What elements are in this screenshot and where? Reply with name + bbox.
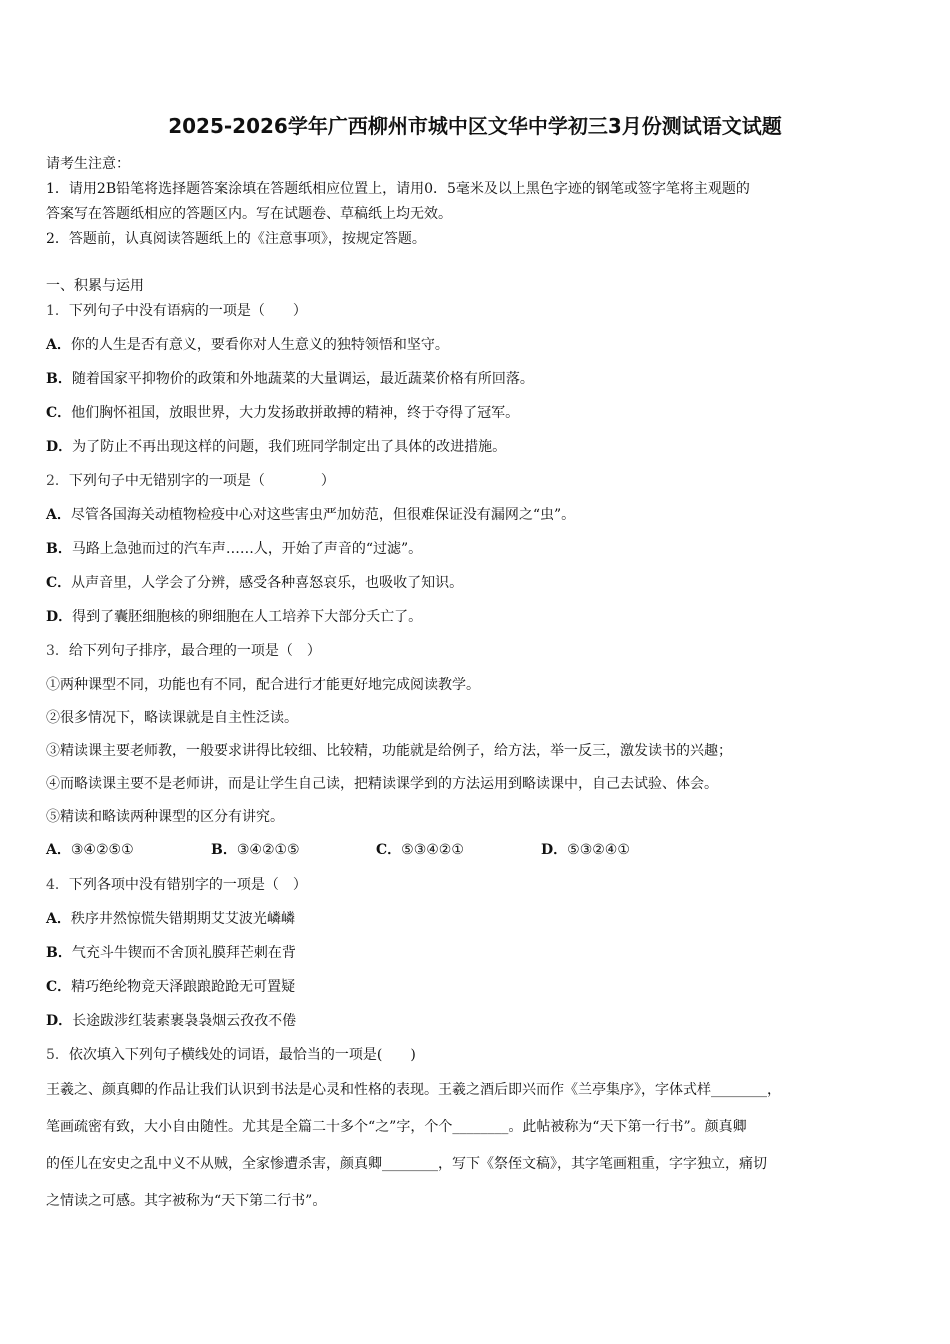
notice-item-1-line-2: 答案写在答题纸相应的答题区内。写在试题卷、草稿纸上均无效。 [46, 206, 452, 222]
option-label: A． [46, 911, 71, 927]
q3-sentence-2: ②很多情况下，略读课就是自主性泛读。 [46, 710, 298, 726]
option-text: 精巧绝纶物竞天泽踉踉跄跄无可置疑 [71, 979, 296, 995]
option-text: 你的人生是否有意义，要看你对人生意义的独特领悟和坚守。 [70, 337, 449, 353]
option-label: C． [46, 979, 72, 995]
question-4-stem [46, 875, 307, 895]
question-text: 给下列句子排序，最合理的一项是（ ） [68, 643, 321, 659]
question-text: 依次填入下列句子横线处的词语，最恰当的一项是( ) [68, 1047, 416, 1063]
q4-option-a [46, 909, 295, 929]
q3-sentence-3: ③精读课主要老师教，一般要求讲得比较细、比较精，功能就是给例子，给方法，举一反三，激发读书的兴趣； [46, 743, 732, 759]
question-number: 4． [46, 877, 69, 893]
q3-option-b [211, 840, 376, 860]
question-number: 1． [46, 303, 69, 319]
option-text: 随着国家平抑物价的政策和外地蔬菜的大量调运，最近蔬菜价格有所回落。 [71, 371, 534, 387]
page-title: 2025-2026学年广西柳州市城中区文华中学初三3月份测试语文试题 [168, 114, 782, 138]
option-text: 他们胸怀祖国，放眼世界，大力发扬敢拼敢搏的精神，终于夺得了冠军。 [71, 405, 520, 421]
notice-heading: 请考生注意： [46, 156, 130, 172]
q1-option-b [46, 369, 534, 389]
q4-option-c [46, 977, 295, 997]
q2-option-c [46, 573, 463, 593]
option-label: A． [46, 337, 71, 353]
option-text: 秩序井然惊慌失错期期艾艾波光嶙嶙 [70, 911, 295, 927]
question-text: 下列句子中没有语病的一项是（ ） [68, 303, 307, 319]
q3-option-a [46, 840, 211, 860]
question-2-stem [46, 471, 335, 491]
q1-option-d [46, 437, 506, 457]
option-label: B． [46, 371, 72, 387]
notice-item-2: 2．答题前，认真阅读答题纸上的《注意事项》，按规定答题。 [46, 231, 426, 247]
q4-option-d [46, 1011, 296, 1031]
q5-passage-line-4: 之情读之可感。其字被称为“天下第二行书”。 [46, 1193, 327, 1209]
q3-sentence-4: ④而略读课主要不是老师讲，而是让学生自己读，把精读课学到的方法运用到略读课中，自己去试验、体会。 [46, 776, 718, 792]
q1-option-a [46, 335, 449, 355]
question-number: 5． [46, 1047, 69, 1063]
q5-passage-line-1: 王羲之、颜真卿的作品让我们认识到书法是心灵和性格的表现。王羲之酒后即兴而作《兰亭集序》，字体式样________， [46, 1082, 781, 1098]
q2-option-b [46, 539, 422, 559]
question-number: 2． [46, 473, 69, 489]
option-text: 为了防止不再出现这样的问题，我们班同学制定出了具体的改进措施。 [72, 439, 507, 455]
q5-passage-line-3: 的侄儿在安史之乱中义不从贼，全家惨遭杀害，颜真卿________，写下《祭侄文稿》，其字笔画粗重，字字独立，痛切 [46, 1156, 767, 1172]
q2-option-d [46, 607, 422, 627]
option-label: C． [46, 575, 72, 591]
option-text: ⑤③②④① [567, 842, 630, 858]
option-text: 气充斗牛锲而不舍顶礼膜拜芒刺在背 [71, 945, 296, 961]
option-text: ⑤③④②① [401, 842, 464, 858]
q4-option-b [46, 943, 296, 963]
option-text: 得到了囊胚细胞核的卵细胞在人工培养下大部分夭亡了。 [72, 609, 423, 625]
q2-option-a [46, 505, 575, 525]
option-text: ③④②⑤① [70, 842, 134, 858]
option-label: C． [376, 842, 402, 858]
option-label: A． [46, 842, 71, 858]
q5-passage-line-2: 笔画疏密有致，大小自由随性。尤其是全篇二十多个“之”字，个个________。此帖被称为“天下第一行书”。颜真卿 [46, 1119, 747, 1135]
section-heading: 一、积累与运用 [46, 278, 144, 294]
q3-option-d [541, 840, 706, 860]
notice-item-1-line-1: 1．请用2B铅笔将选择题答案涂填在答题纸相应位置上，请用0．5毫米及以上黑色字迹的钢笔或签字笔将主观题的 [46, 181, 750, 197]
q3-sentence-5: ⑤精读和略读两种课型的区分有讲究。 [46, 809, 284, 825]
question-3-stem [46, 641, 321, 661]
option-label: B． [46, 945, 72, 961]
option-label: D． [541, 842, 568, 858]
q1-option-c [46, 403, 519, 423]
option-label: D． [46, 609, 73, 625]
option-text: ③④②①⑤ [236, 842, 300, 858]
option-text: 长途跋涉红装素裹袅袅烟云孜孜不倦 [72, 1013, 297, 1029]
question-number: 3． [46, 643, 69, 659]
question-5-stem [46, 1045, 416, 1065]
option-label: C． [46, 405, 72, 421]
option-text: 从声音里，人学会了分辨，感受各种喜怒哀乐，也吸收了知识。 [71, 575, 464, 591]
option-label: B． [211, 842, 237, 858]
q3-option-c [376, 840, 541, 860]
question-1-stem [46, 301, 307, 321]
option-text: 尽管各国海关动植物检疫中心对这些害虫严加妨范，但很难保证没有漏网之“虫”。 [70, 507, 576, 523]
q3-options-row [46, 840, 706, 860]
option-label: B． [46, 541, 72, 557]
option-label: D． [46, 439, 73, 455]
question-text: 下列句子中无错别字的一项是（ ） [68, 473, 335, 489]
q3-sentence-1: ①两种课型不同，功能也有不同，配合进行才能更好地完成阅读教学。 [46, 677, 480, 693]
option-label: A． [46, 507, 71, 523]
question-text: 下列各项中没有错别字的一项是（ ） [68, 877, 307, 893]
option-label: D． [46, 1013, 73, 1029]
notice-block [46, 152, 906, 252]
option-text: 马路上急弛而过的汽车声……人，开始了声音的“过滤”。 [71, 541, 423, 557]
